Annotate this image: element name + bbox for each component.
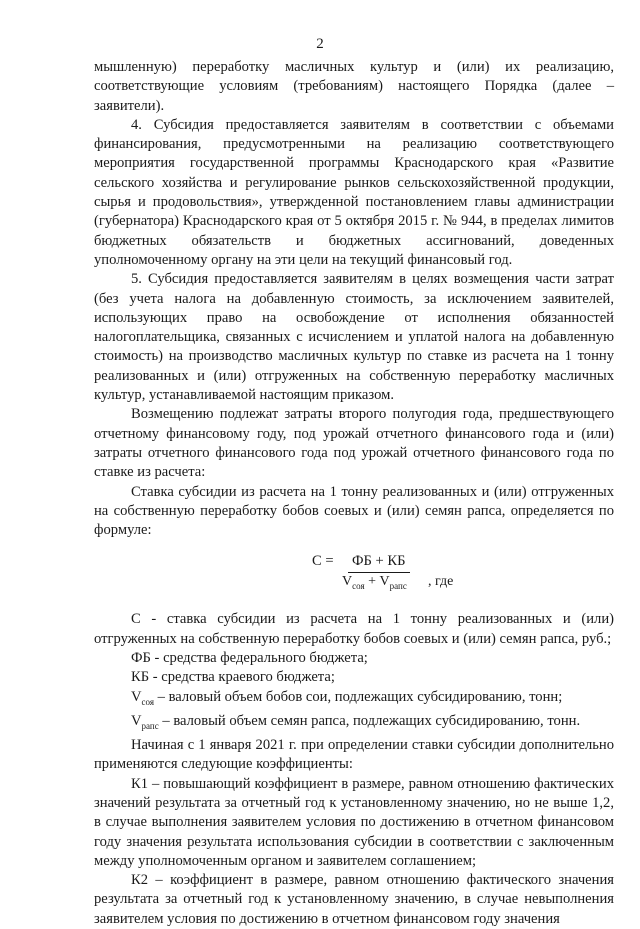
paragraph-reimbursement: Возмещению подлежат затраты второго полугодия года, предшествующего отчетному финансовому году, под урожай отчетного финансового года и (или) затраты отчетного финансового года под урожай отчетного финансового года по ставке из расчета: xyxy=(94,406,614,481)
paragraph-coefficients-intro: Начиная с 1 января 2021 г. при определении ставки субсидии дополнительно применяются следующие коэффициенты: xyxy=(94,737,614,773)
formula-denominator xyxy=(342,572,407,596)
subsidy-formula xyxy=(94,552,614,596)
paragraph-item-4: 4. Субсидия предоставляется заявителям в соответствии с объемами финансирования, предусмотренными на реализацию соответствующего мероприятия государственной программы Краснодарского края «Развитие сельского хозяйства и регулирование рынков сельскохозяйственной продукции, сырья и продовольствия», утвержденной постановлением главы администрации (губернатора) Краснодарского края от 5 октября 2015 г. № 944, в пределах лимитов бюджетных обязательств и бюджетных ассигнований, доведенных уполномоченному органу на эти цели на текущий финансовый год. xyxy=(94,116,614,268)
formula-where: , где xyxy=(428,574,454,590)
definition-v-soya-text: – валовый объем бобов сои, подлежащих субсидированию, тонн; xyxy=(154,688,563,705)
paragraph-k2: К2 – коэффициент в размере, равном отношению фактического значения результата за отчетный год к установленному значению, в случае невыполнения заявителем условия по достижению в отчетном финансовом году значения xyxy=(94,872,614,927)
definition-v-raps-text: – валовый объем семян рапса, подлежащих субсидированию, тонн. xyxy=(158,712,581,729)
page-number: 2 xyxy=(316,36,324,52)
paragraph-item-5: 5. Субсидия предоставляется заявителям в целях возмещения части затрат (без учета налога на добавленную стоимость, за исключением заявителей, использующих право на освобождение от исполнения обязанностей налогоплательщика, связанных с исчислением и уплатой налога на добавленную стоимость) на производство масличных культур по ставке из расчета на 1 тонну реализованных и (или) отгруженных на собственную переработку масличных культур, устанавливаемой настоящим приказом. xyxy=(94,271,614,404)
definition-kb: КБ - средства краевого бюджета; xyxy=(131,669,335,686)
formula-den-v1: V xyxy=(342,574,353,590)
formula-den-sub1: соя xyxy=(352,581,365,592)
formula-numerator: ФБ + КБ xyxy=(348,552,410,572)
formula-den-v2: V xyxy=(379,574,390,590)
definition-v-raps-sub: рапс xyxy=(141,720,159,731)
formula-den-sub2: рапс xyxy=(389,581,407,592)
paragraph-k1: К1 – повышающий коэффициент в размере, равном отношению фактических значений результата за отчетный год к установленному значению, но не выше 1,2, в случае выполнения заявителем условия по достижению в отчетном финансовом году значения результата использования субсидии в соответствии с заключенным между уполномоченным органом и заявителем соглашением; xyxy=(94,775,614,869)
definition-fb: ФБ - средства федерального бюджета; xyxy=(131,650,368,667)
paragraph-rate-intro: Ставка субсидии из расчета на 1 тонну реализованных и (или) отгруженных на собственную переработку бобов соевых и (или) семян рапса, определяется по формуле: xyxy=(94,483,614,539)
document-body xyxy=(94,58,614,929)
definition-v-soya-sub: соя xyxy=(141,696,155,707)
definition-c: С - ставка субсидии из расчета на 1 тонну реализованных и (или) отгруженных на собственную переработку бобов соевых и (или) семян рапса, руб.; xyxy=(94,611,614,647)
definition-v-soya-symbol: V xyxy=(131,688,142,705)
formula-den-plus: + xyxy=(364,574,380,590)
definition-v-raps-symbol: V xyxy=(131,712,142,729)
formula-lhs: С = xyxy=(312,553,334,570)
paragraph-continuation: мышленную) переработку масличных культур и (или) их реализацию, соответствующие условиям (требованиям) настоящего Порядка (далее – заявители). xyxy=(94,59,614,114)
definition-v-soya xyxy=(94,688,614,712)
definition-v-raps xyxy=(94,712,614,736)
